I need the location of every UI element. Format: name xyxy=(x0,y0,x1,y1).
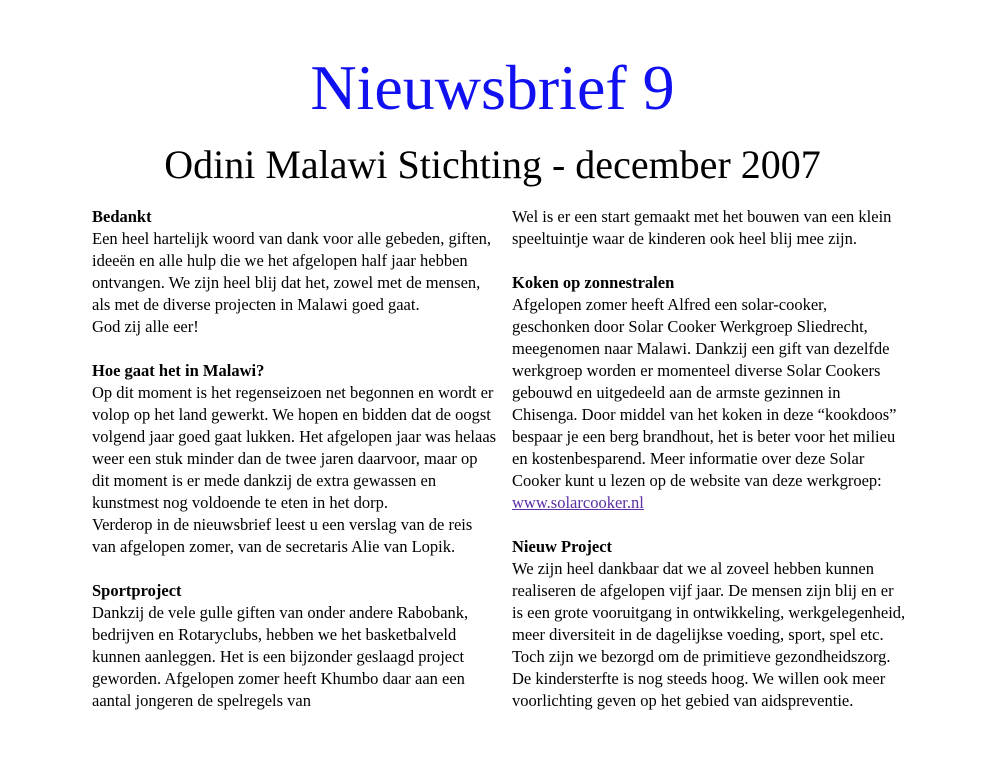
solar-paragraph-text: Afgelopen zomer heeft Alfred een solar-cooker, geschonken door Solar Cooker Werkgroep Sliedrecht, meegenomen naar Malawi. Dankzij een gift van dezelfde werkgroep worden er momenteel diverse Solar Cookers gebouwd en uitgedeeld aan de armste gezinnen in Chisenga. Door middel van het koken in deze “kookdoos” bespaar je een berg brandhout, het is beter voor het milieu en kostenbesparend. Meer informatie over deze Solar Cooker kunt u lezen op de website van deze werkgroep: xyxy=(512,295,897,490)
section-speeltuin xyxy=(512,206,907,250)
newsletter-subtitle: Odini Malawi Stichting - december 2007 xyxy=(164,142,821,187)
sport-paragraph-1: Dankzij de vele gulle giften van onder andere Rabobank, bedrijven en Rotaryclubs, hebben we het basketbalveld kunnen aanleggen. Het is een bijzonder geslaagd project geworden. Afgelopen zomer heeft Khumbo daar aan een aantal jongeren de spelregels van xyxy=(92,603,469,710)
malawi-paragraph-1: Op dit moment is het regenseizoen net begonnen en wordt er volop op het land gewerkt. We hopen en bidden dat de oogst volgend jaar goed gaat lukken. Het afgelopen jaar was helaas weer een stuk minder dan de twee jaren daarvoor, maar op dit moment is er mede dankzij de extra gewassen en kunstmest nog voldoende te eten in het dorp. xyxy=(92,383,497,512)
newsletter-title: Nieuwsbrief 9 xyxy=(310,52,675,123)
section-sportproject xyxy=(92,580,497,712)
malawi-paragraph-2: Verderop in de nieuwsbrief leest u een verslag van de reis van afgelopen zomer, van de secretaris Alie van Lopik. xyxy=(92,515,473,556)
section-heading-bedankt: Bedankt xyxy=(92,207,152,226)
section-solar-cooker xyxy=(512,272,907,514)
left-column xyxy=(92,206,497,734)
section-nieuw-project xyxy=(512,536,907,712)
bedankt-paragraph-1: Een heel hartelijk woord van dank voor alle gebeden, giften, ideeën en alle hulp die we het afgelopen half jaar hebben ontvangen. We zijn heel blij dat het, zowel met de mensen, als met de diverse projecten in Malawi goed gaat. xyxy=(92,229,492,314)
section-heading-solar-cooker: Koken op zonnestralen xyxy=(512,273,675,292)
section-heading-nieuw-project: Nieuw Project xyxy=(512,537,613,556)
speeltuin-paragraph: Wel is er een start gemaakt met het bouwen van een klein speeltuintje waar de kinderen ook heel blij mee zijn. xyxy=(512,207,892,248)
bedankt-paragraph-2: God zij alle eer! xyxy=(92,317,199,336)
section-heading-sportproject: Sportproject xyxy=(92,581,182,600)
section-heading-malawi: Hoe gaat het in Malawi? xyxy=(92,361,265,380)
right-column xyxy=(512,206,907,734)
nieuw-project-paragraph: We zijn heel dankbaar dat we al zoveel hebben kunnen realiseren de afgelopen vijf jaar. De mensen zijn blij en er is een grote vooruitgang in ontwikkeling, werkgelegenheid, meer diversiteit in de dagelijkse voeding, sport, spel etc. Toch zijn we bezorgd om de primitieve gezondheidszorg. De kindersterfte is nog steeds hoog. We willen ook meer voorlichting geven op het gebied van aidspreventie. xyxy=(512,559,906,710)
solar-paragraph xyxy=(512,294,907,514)
section-malawi xyxy=(92,360,497,558)
section-bedankt xyxy=(92,206,497,338)
solarcooker-link[interactable]: www.solarcooker.nl xyxy=(512,493,644,512)
